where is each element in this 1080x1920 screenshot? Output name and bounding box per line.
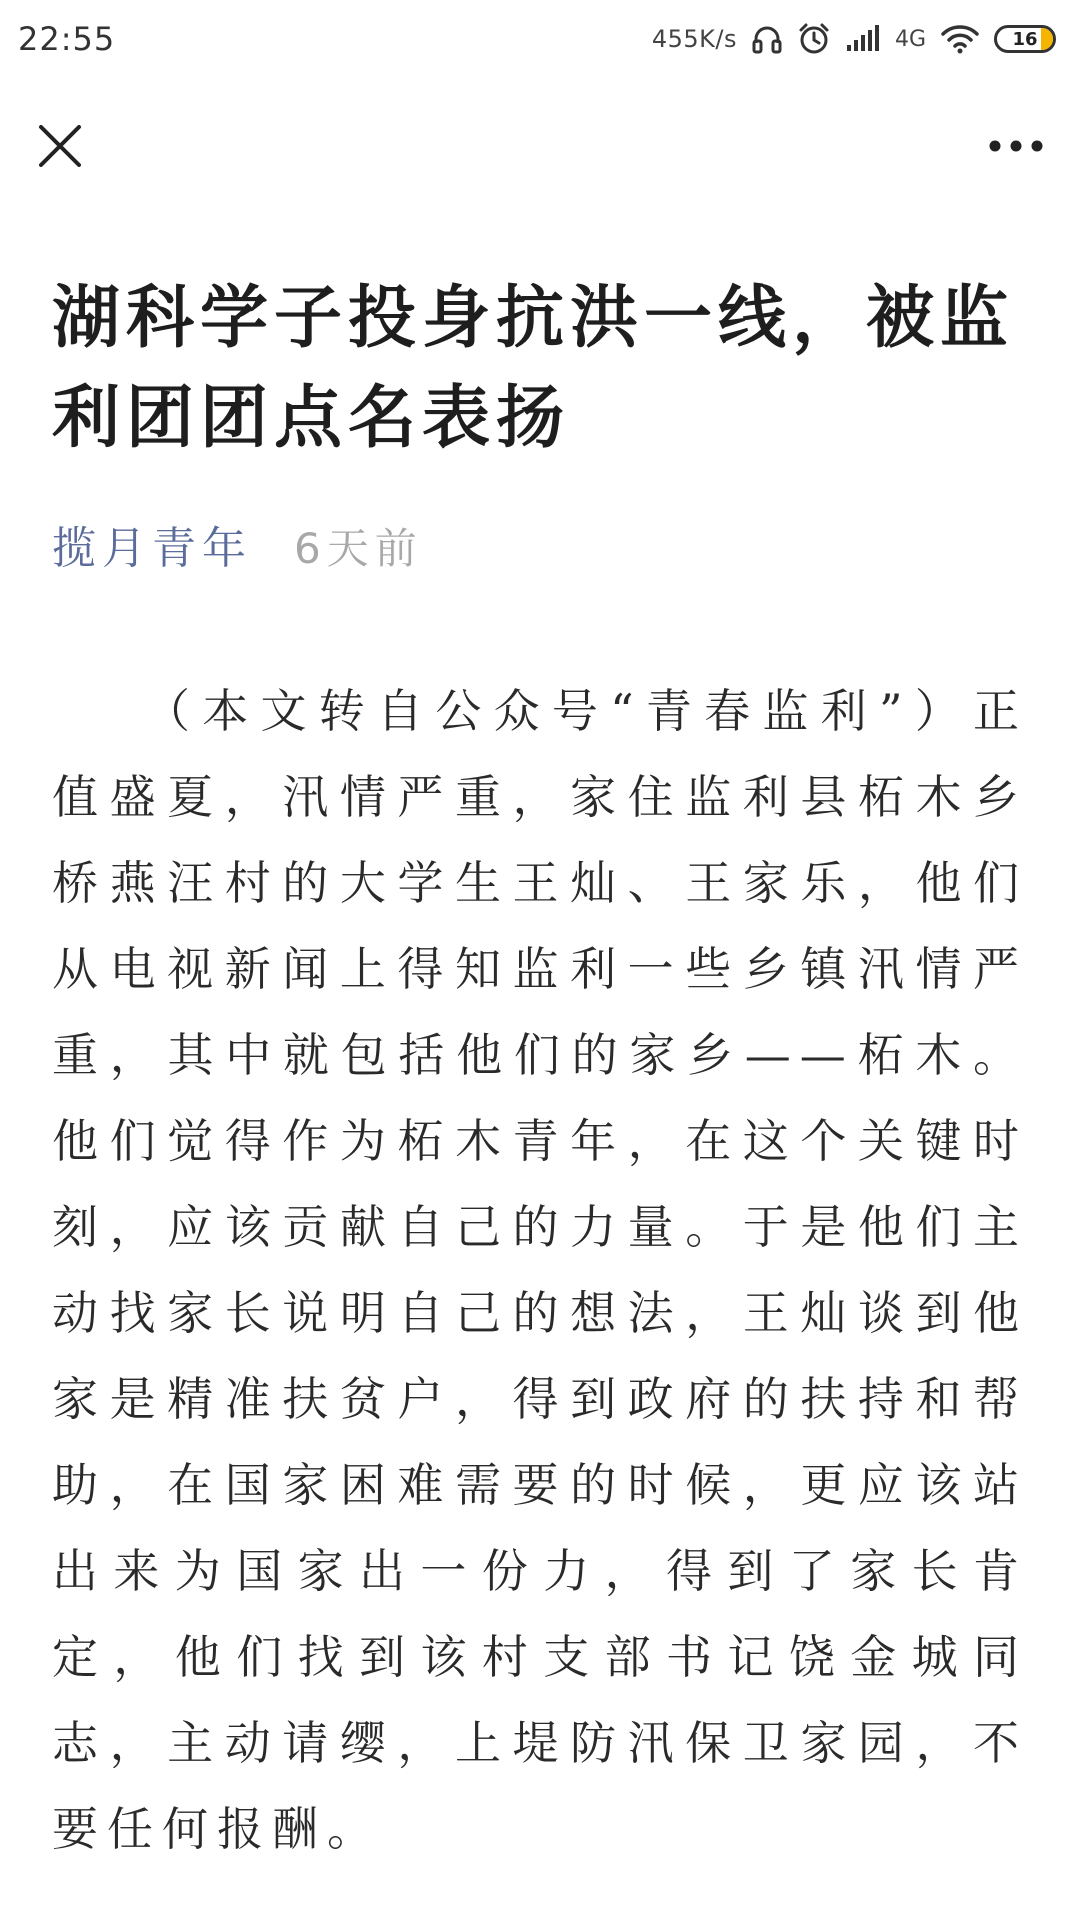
- publish-time: 6天前: [294, 524, 423, 573]
- status-bar: [0, 0, 1080, 78]
- battery-icon: [994, 25, 1056, 53]
- status-time: 22:55: [18, 20, 116, 58]
- net-speed: 455K/s: [651, 25, 737, 53]
- article-body: （本文转自公众号“青春监利”）正值盛夏，汛情严重，家住监利县柘木乡桥燕汪村的大学生王灿、王家乐，他们从电视新闻上得知监利一些乡镇汛情严重，其中就包括他们的家乡——柘木。他们觉得作为柘木青年，在这个关键时刻，应该贡献自己的力量。于是他们主动找家长说明自己的想法，王灿谈到他家是精准扶贫户，得到政府的扶持和帮助，在国家困难需要的时候，更应该站出来为国家出一份力，得到了家长肯定，他们找到该村支部书记饶金城同志，主动请缨，上堤防汛保卫家园，不要任何报酬。: [52, 684, 1028, 1856]
- status-icons: [652, 22, 1056, 56]
- close-icon: [37, 123, 83, 169]
- article-title: 湖科学子投身抗洪一线，被监利团团点名表扬: [52, 278, 1015, 458]
- more-options-icon: [988, 139, 1044, 153]
- network-type: 4G: [894, 26, 926, 52]
- source-link[interactable]: 揽月青年: [52, 523, 252, 574]
- nav-bar: [0, 96, 1080, 192]
- battery-fill: [1041, 28, 1053, 50]
- battery-level: 16: [1012, 28, 1038, 50]
- article-meta: [52, 512, 1028, 576]
- close-button[interactable]: [24, 110, 96, 182]
- wifi-icon: [940, 24, 980, 54]
- article: [52, 268, 1028, 1872]
- more-options-button[interactable]: [976, 110, 1056, 182]
- alarm-icon: [797, 22, 831, 56]
- headphones-icon: [751, 23, 783, 55]
- signal-icon: [845, 25, 881, 53]
